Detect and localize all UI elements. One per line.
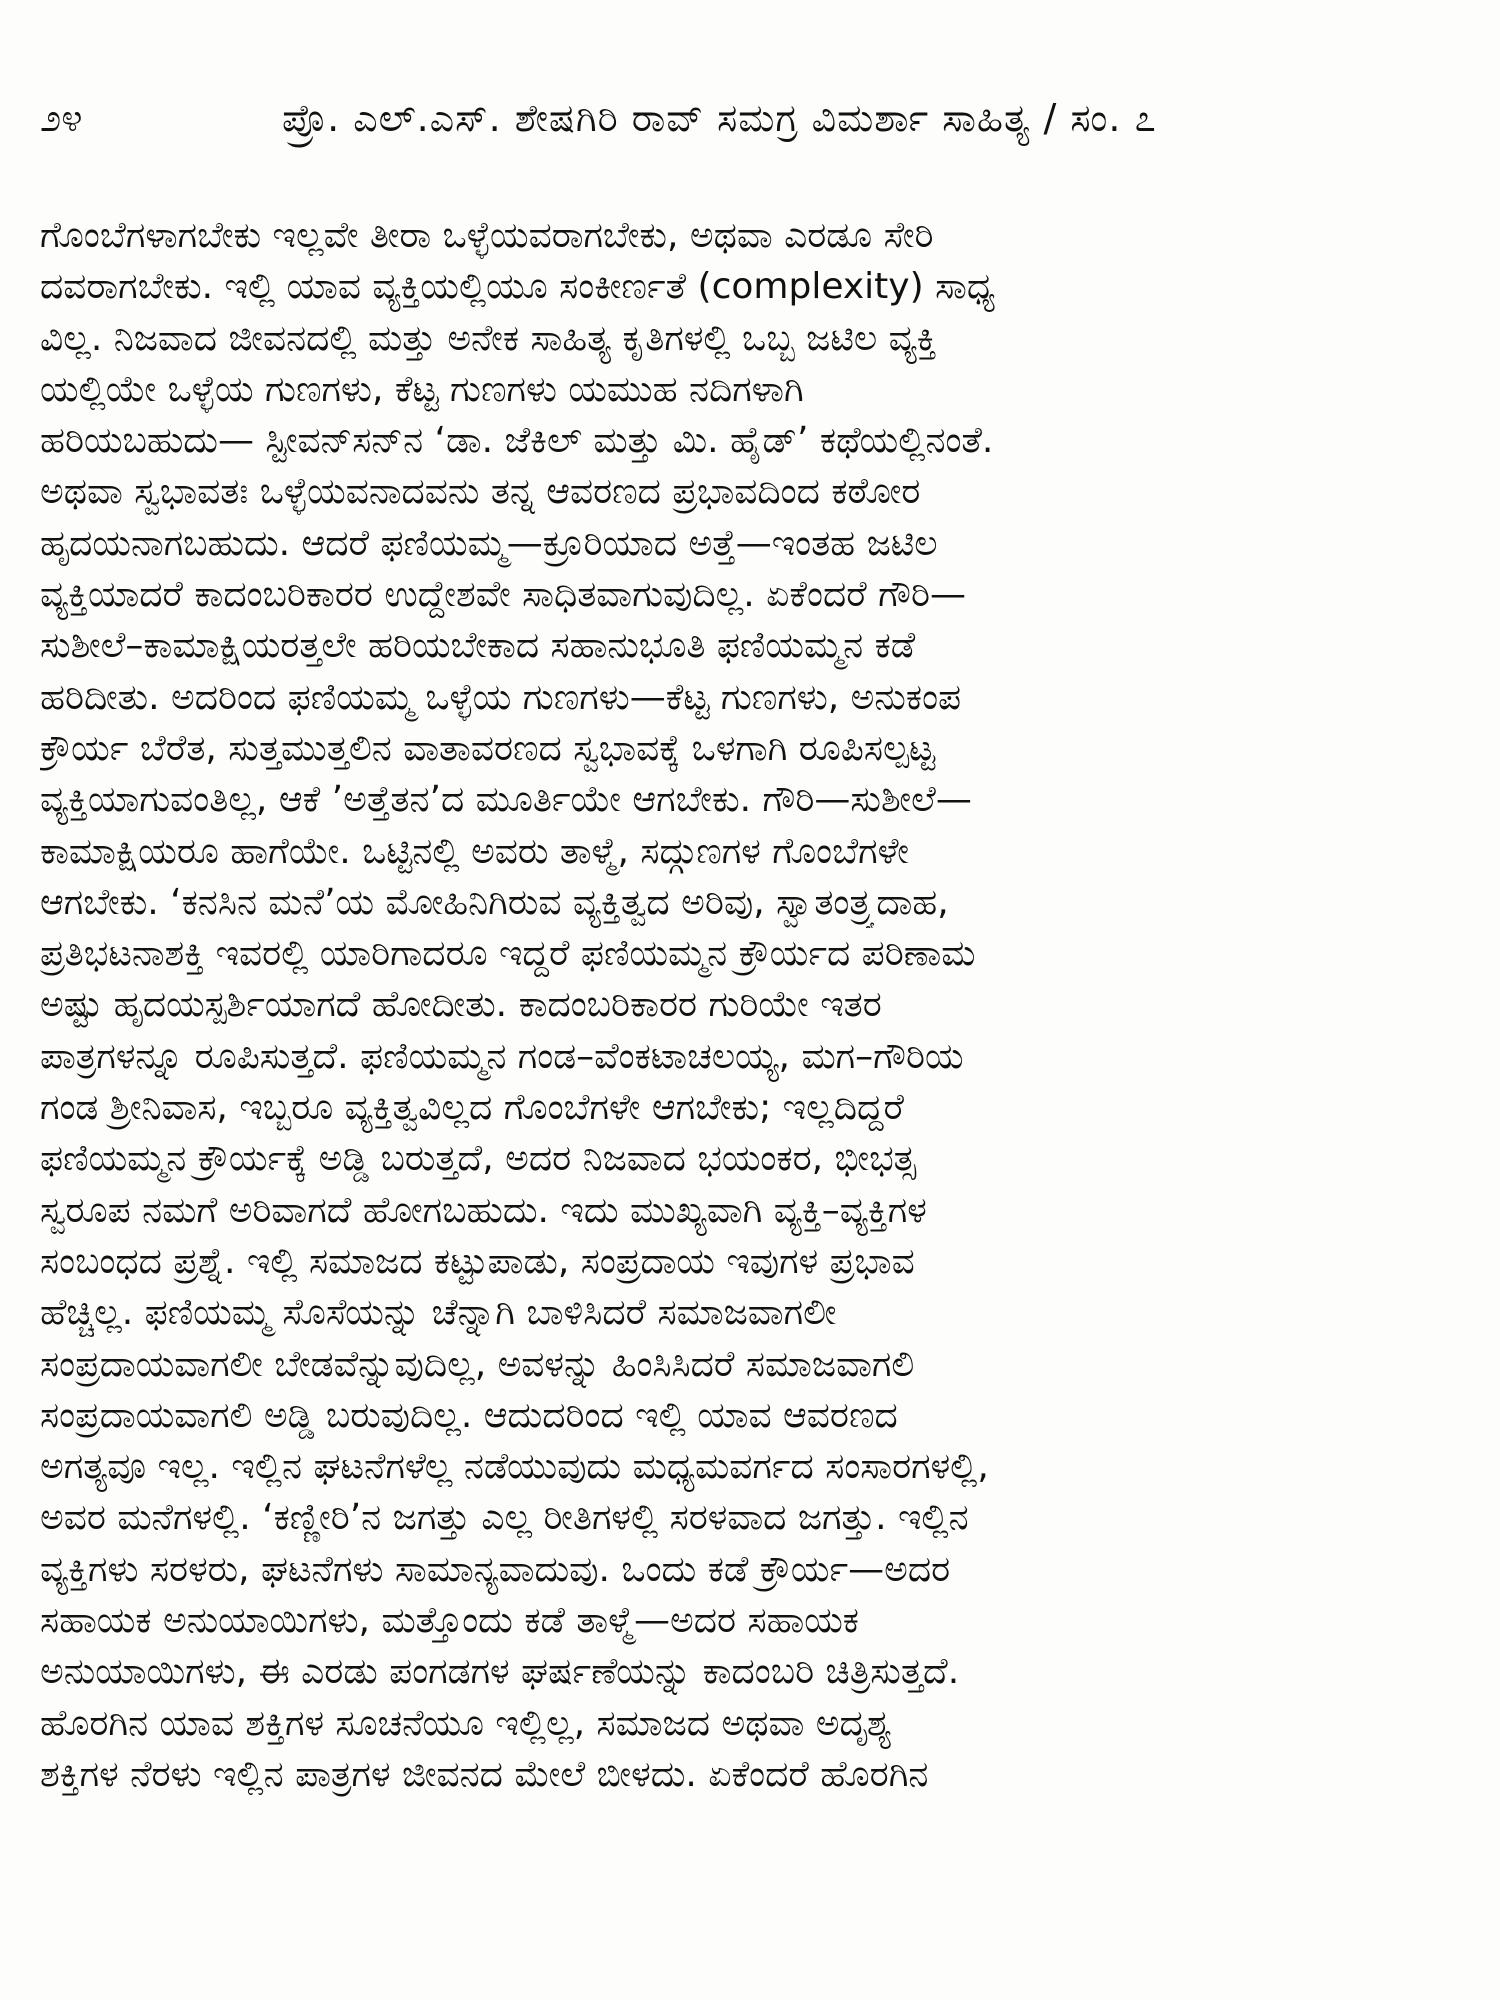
text-line: ಗಂಡ ಶ್ರೀನಿವಾಸ, ಇಬ್ಬರೂ ವ್ಯಕ್ತಿತ್ವವಿಲ್ಲದ ಗೊಂಬೆಗಳೇ ಆಗಬೇಕು; ಇಲ್ಲದಿದ್ದರೆ <box>40 1087 904 1129</box>
text-line: ಕ್ರೌರ್ಯ ಬೆರೆತ, ಸುತ್ತಮುತ್ತಲಿನ ವಾತಾವರಣದ ಸ್ವಭಾವಕ್ಕೆ ಒಳಗಾಗಿ ರೂಪಿಸಲ್ಪಟ್ಟ <box>40 727 936 769</box>
text-line: ಫಣಿಯಮ್ಮನ ಕ್ರೌರ್ಯಕ್ಕೆ ಅಡ್ಡಿ ಬರುತ್ತದೆ, ಅದರ ನಿಜವಾದ ಭಯಂಕರ, ಭೀಭತ್ಸ <box>40 1138 917 1180</box>
text-line: ವ್ಯಕ್ತಿಯಾಗುವಂತಿಲ್ಲ, ಆಕೆ ’ಅತ್ತೆತನ’ದ ಮೂರ್ತಿಯೇ ಆಗಬೇಕು. ಗೌರಿ—ಸುಶೀಲೆ— <box>40 779 972 821</box>
text-line: ವ್ಯಕ್ತಿಯಾದರೆ ಕಾದಂಬರಿಕಾರರ ಉದ್ದೇಶವೇ ಸಾಧಿತವಾಗುವುದಿಲ್ಲ. ಏಕೆಂದರೆ ಗೌರಿ— <box>40 574 967 616</box>
text-line: ಅಥವಾ ಸ್ವಭಾವತಃ ಒಳ್ಳೆಯವನಾದವನು ತನ್ನ ಆವರಣದ ಪ್ರಭಾವದಿಂದ ಕಠೋರ <box>40 471 921 513</box>
text-line: ಅಗತ್ಯವೂ ಇಲ್ಲ. ಇಲ್ಲಿನ ಘಟನೆಗಳೆಲ್ಲ ನಡೆಯುವುದು ಮಧ್ಯಮವರ್ಗದ ಸಂಸಾರಗಳಲ್ಲಿ, <box>40 1446 989 1488</box>
text-line: ಹೆಚ್ಚಿಲ್ಲ. ಫಣಿಯಮ್ಮ ಸೊಸೆಯನ್ನು ಚೆನ್ನಾಗಿ ಬಾಳಿಸಿದರೆ ಸಮಾಜವಾಗಲೀ <box>40 1292 837 1334</box>
text-line: ಸಹಾಯಕ ಅನುಯಾಯಿಗಳು, ಮತ್ತೊಂದು ಕಡೆ ತಾಳ್ಮೆ—ಅದರ ಸಹಾಯಕ <box>40 1600 860 1642</box>
text-line: ಯಲ್ಲಿಯೇ ಒಳ್ಳೆಯ ಗುಣಗಳು, ಕೆಟ್ಟ ಗುಣಗಳು ಯಮುಹ ನದಿಗಳಾಗಿ <box>40 368 804 410</box>
text-line: ಸ್ವರೂಪ ನಮಗೆ ಅರಿವಾಗದೆ ಹೋಗಬಹುದು. ಇದು ಮುಖ್ಯವಾಗಿ ವ್ಯಕ್ತಿ–ವ್ಯಕ್ತಿಗಳ <box>40 1189 927 1231</box>
text-line: ಶಕ್ತಿಗಳ ನೆರಳು ಇಲ್ಲಿನ ಪಾತ್ರಗಳ ಜೀವನದ ಮೇಲೆ ಬೀಳದು. ಏಕೆಂದರೆ ಹೊರಗಿನ <box>40 1753 929 1795</box>
text-line: ಅವರ ಮನೆಗಳಲ್ಲಿ. ‘ಕಣ್ಣೀರಿ’ನ ಜಗತ್ತು ಎಲ್ಲ ರೀತಿಗಳಲ್ಲಿ ಸರಳವಾದ ಜಗತ್ತು. ಇಲ್ಲಿನ <box>40 1497 969 1539</box>
body-text <box>40 210 1450 1800</box>
text-line: ವಿಲ್ಲ. ನಿಜವಾದ ಜೀವನದಲ್ಲಿ ಮತ್ತು ಅನೇಕ ಸಾಹಿತ್ಯ ಕೃತಿಗಳಲ್ಲಿ ಒಬ್ಬ ಜಟಿಲ ವ್ಯಕ್ತಿ <box>40 317 937 359</box>
text-line: ಪಾತ್ರಗಳನ್ನೂ ರೂಪಿಸುತ್ತದೆ. ಫಣಿಯಮ್ಮನ ಗಂಡ–ವೆಂಕಟಾಚಲಯ್ಯ, ಮಗ–ಗೌರಿಯ <box>40 1035 964 1077</box>
text-line: ಅನುಯಾಯಿಗಳು, ಈ ಎರಡು ಪಂಗಡಗಳ ಘರ್ಷಣೆಯನ್ನು ಕಾದಂಬರಿ ಚಿತ್ರಿಸುತ್ತದೆ. <box>40 1651 960 1693</box>
text-line: ಆಗಬೇಕು. ‘ಕನಸಿನ ಮನೆ’ಯ ಮೋಹಿನಿಗಿರುವ ವ್ಯಕ್ತಿತ್ವದ ಅರಿವು, ಸ್ವಾತಂತ್ರ್ಯದಾಹ, <box>40 881 949 923</box>
text-line: ಹೊರಗಿನ ಯಾವ ಶಕ್ತಿಗಳ ಸೂಚನೆಯೂ ಇಲ್ಲಿಲ್ಲ, ಸಮಾಜದ ಅಥವಾ ಅದೃಶ್ಯ <box>40 1702 892 1744</box>
page-number: ೨೪ <box>40 96 83 140</box>
text-line: ಸಂಪ್ರದಾಯವಾಗಲೀ ಬೇಡವೆನ್ನುವುದಿಲ್ಲ, ಅವಳನ್ನು ಹಿಂಸಿಸಿದರೆ ಸಮಾಜವಾಗಲಿ <box>40 1343 915 1385</box>
text-line: ಸಂಬಂಧದ ಪ್ರಶ್ನೆ. ಇಲ್ಲಿ ಸಮಾಜದ ಕಟ್ಟುಪಾಡು, ಸಂಪ್ರದಾಯ ಇವುಗಳ ಪ್ರಭಾವ <box>40 1240 915 1282</box>
text-line: ಕಾಮಾಕ್ಷಿಯರೂ ಹಾಗೆಯೇ. ಒಟ್ಟಿನಲ್ಲಿ ಅವರು ತಾಳ್ಮೆ, ಸದ್ಗುಣಗಳ ಗೊಂಬೆಗಳೇ <box>40 830 909 872</box>
text-line: ಹರಿದೀತು. ಅದರಿಂದ ಫಣಿಯಮ್ಮ ಒಳ್ಳೆಯ ಗುಣಗಳು—ಕೆಟ್ಟ ಗುಣಗಳು, ಅನುಕಂಪ <box>40 676 962 718</box>
page-header <box>40 88 1460 148</box>
text-line: ದವರಾಗಬೇಕು. ಇಲ್ಲಿ ಯಾವ ವ್ಯಕ್ತಿಯಲ್ಲಿಯೂ ಸಂಕೀರ್ಣತೆ (complexity) ಸಾಧ್ಯ <box>40 266 996 308</box>
text-line: ವ್ಯಕ್ತಿಗಳು ಸರಳರು, ಘಟನೆಗಳು ಸಾಮಾನ್ಯವಾದುವು. ಒಂದು ಕಡೆ ಕ್ರೌರ್ಯ—ಅದರ <box>40 1548 951 1590</box>
text-line: ಹರಿಯಬಹುದು— ಸ್ಟೀವನ್‌ಸನ್‌ನ ‘ಡಾ. ಜೆಕಿಲ್ ಮತ್ತು ಮಿ. ಹೈಡ್’ ಕಥೆಯಲ್ಲಿನಂತೆ. <box>40 420 994 462</box>
running-title: ಪ್ರೊ. ಎಲ್.ಎಸ್. ಶೇಷಗಿರಿ ರಾವ್ ಸಮಗ್ರ ವಿಮರ್ಶಾ ಸಾಹಿತ್ಯ / ಸಂ. ೭ <box>282 96 1157 140</box>
text-line: ಹೃದಯನಾಗಬಹುದು. ಆದರೆ ಫಣಿಯಮ್ಮ—ಕ್ರೂರಿಯಾದ ಅತ್ತೆ—ಇಂತಹ ಜಟಿಲ <box>40 522 938 564</box>
text-line: ಪ್ರತಿಭಟನಾಶಕ್ತಿ ಇವರಲ್ಲಿ ಯಾರಿಗಾದರೂ ಇದ್ದರೆ ಫಣಿಯಮ್ಮನ ಕ್ರೌರ್ಯದ ಪರಿಣಾಮ <box>40 933 976 975</box>
text-line: ಗೊಂಬೆಗಳಾಗಬೇಕು ಇಲ್ಲವೇ ತೀರಾ ಒಳ್ಳೆಯವರಾಗಬೇಕು, ಅಥವಾ ಎರಡೂ ಸೇರಿ <box>40 215 934 256</box>
text-line: ಅಷ್ಟು ಹೃದಯಸ್ಪರ್ಶಿಯಾಗದೆ ಹೋದೀತು. ಕಾದಂಬರಿಕಾರರ ಗುರಿಯೇ ಇತರ <box>40 984 882 1026</box>
text-line: ಸುಶೀಲೆ–ಕಾಮಾಕ್ಷಿಯರತ್ತಲೇ ಹರಿಯಬೇಕಾದ ಸಹಾನುಭೂತಿ ಫಣಿಯಮ್ಮನ ಕಡೆ <box>40 625 916 667</box>
text-line: ಸಂಪ್ರದಾಯವಾಗಲಿ ಅಡ್ಡಿ ಬರುವುದಿಲ್ಲ. ಆದುದರಿಂದ ಇಲ್ಲಿ ಯಾವ ಆವರಣದ <box>40 1394 898 1436</box>
